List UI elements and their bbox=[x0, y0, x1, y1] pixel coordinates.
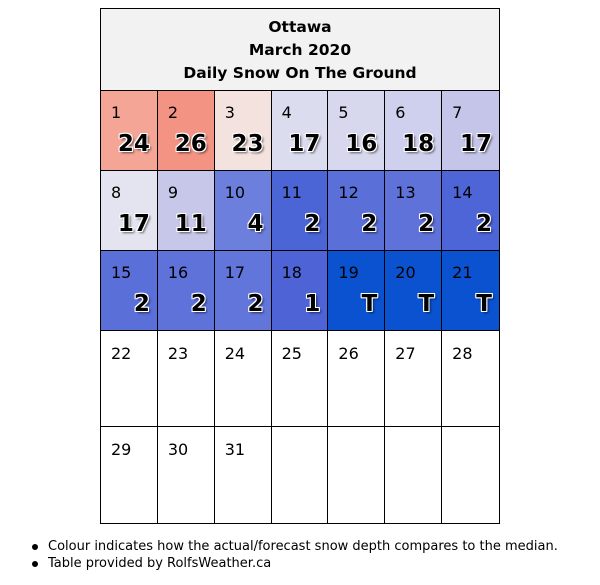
day-number: 23 bbox=[167, 344, 189, 363]
day-cell bbox=[101, 427, 158, 523]
day-cell bbox=[272, 331, 329, 427]
day-cell bbox=[442, 251, 499, 331]
snow-depth-value: 2 bbox=[190, 291, 207, 317]
calendar-header bbox=[101, 9, 499, 91]
day-cell bbox=[328, 91, 385, 171]
day-cell bbox=[328, 251, 385, 331]
day-number: 19 bbox=[338, 263, 359, 282]
day-number: 1 bbox=[111, 103, 122, 122]
day-cell bbox=[158, 251, 215, 331]
day-cell bbox=[385, 331, 442, 427]
day-number: 30 bbox=[167, 440, 189, 459]
snow-depth-value: 17 bbox=[117, 211, 150, 237]
snow-depth-value: 18 bbox=[402, 131, 435, 157]
day-cell bbox=[328, 427, 385, 523]
day-cell bbox=[101, 331, 158, 427]
snow-calendar bbox=[100, 8, 500, 524]
day-number: 10 bbox=[224, 183, 246, 202]
day-number: 8 bbox=[111, 183, 122, 202]
day-cell bbox=[442, 427, 499, 523]
day-number: 26 bbox=[338, 344, 359, 363]
day-cell bbox=[215, 331, 272, 427]
snow-depth-value: 26 bbox=[174, 131, 207, 157]
day-number: 21 bbox=[452, 263, 473, 282]
day-number: 12 bbox=[338, 183, 359, 202]
snow-depth-value: 23 bbox=[231, 131, 264, 157]
day-cell bbox=[442, 91, 499, 171]
day-cell bbox=[385, 91, 442, 171]
snow-depth-value: 2 bbox=[361, 211, 378, 237]
snow-depth-value: 2 bbox=[475, 211, 492, 237]
day-cell bbox=[272, 91, 329, 171]
day-number: 20 bbox=[395, 263, 416, 282]
day-cell bbox=[101, 91, 158, 171]
note-colour-legend: Colour indicates how the actual/forecast snow depth compares to the median. bbox=[30, 538, 558, 555]
day-cell bbox=[215, 171, 272, 251]
day-number: 6 bbox=[395, 103, 406, 122]
day-cell bbox=[101, 171, 158, 251]
day-cell bbox=[215, 251, 272, 331]
day-cell bbox=[158, 171, 215, 251]
snow-depth-value: 24 bbox=[117, 131, 150, 157]
snow-depth-value: T bbox=[361, 291, 378, 317]
day-number: 5 bbox=[338, 103, 349, 122]
snow-depth-value: T bbox=[476, 291, 492, 317]
day-cell bbox=[272, 171, 329, 251]
day-number: 28 bbox=[452, 344, 473, 363]
day-number: 22 bbox=[111, 344, 132, 363]
day-cell bbox=[215, 427, 272, 523]
note-credit: Table provided by RolfsWeather.ca bbox=[30, 555, 558, 572]
day-number: 7 bbox=[452, 103, 463, 122]
day-number: 31 bbox=[224, 440, 246, 459]
day-cell bbox=[328, 171, 385, 251]
day-cell bbox=[158, 91, 215, 171]
snow-depth-value: 1 bbox=[304, 291, 321, 317]
day-cell bbox=[101, 251, 158, 331]
day-cell bbox=[442, 331, 499, 427]
city-title: Ottawa bbox=[268, 18, 332, 36]
day-cell bbox=[272, 427, 329, 523]
snow-depth-value: T bbox=[418, 291, 435, 317]
snow-depth-value: 17 bbox=[459, 131, 492, 157]
day-number: 9 bbox=[167, 183, 179, 202]
day-cell bbox=[385, 427, 442, 523]
day-number: 14 bbox=[452, 183, 473, 202]
month-title: March 2020 bbox=[248, 41, 352, 59]
day-cell bbox=[158, 427, 215, 523]
snow-depth-value: 2 bbox=[418, 211, 435, 237]
day-number: 18 bbox=[281, 263, 302, 282]
day-number: 3 bbox=[224, 103, 235, 122]
calendar-grid bbox=[101, 91, 499, 523]
day-number: 13 bbox=[395, 183, 416, 202]
day-number: 27 bbox=[395, 344, 416, 363]
snow-depth-value: 11 bbox=[174, 211, 207, 237]
snow-depth-value: 4 bbox=[247, 211, 264, 237]
snow-depth-value: 2 bbox=[133, 291, 150, 317]
day-cell bbox=[328, 331, 385, 427]
day-number: 25 bbox=[281, 344, 302, 363]
day-number: 17 bbox=[224, 263, 246, 282]
day-cell bbox=[442, 171, 499, 251]
day-number: 4 bbox=[281, 103, 292, 122]
snow-depth-value: 16 bbox=[345, 131, 378, 157]
day-cell bbox=[215, 91, 272, 171]
day-cell bbox=[272, 251, 329, 331]
day-cell bbox=[158, 331, 215, 427]
day-number: 16 bbox=[167, 263, 189, 282]
day-cell bbox=[385, 251, 442, 331]
snow-depth-value: 2 bbox=[304, 211, 321, 237]
day-number: 24 bbox=[224, 344, 246, 363]
calendar-subtitle: Daily Snow On The Ground bbox=[183, 64, 417, 82]
day-number: 29 bbox=[111, 440, 132, 459]
day-number: 2 bbox=[167, 103, 179, 122]
snow-depth-value: 17 bbox=[288, 131, 321, 157]
snow-depth-value: 2 bbox=[247, 291, 264, 317]
day-number: 11 bbox=[281, 183, 302, 202]
day-number: 15 bbox=[111, 263, 132, 282]
notes-list bbox=[30, 538, 558, 572]
day-cell bbox=[385, 171, 442, 251]
